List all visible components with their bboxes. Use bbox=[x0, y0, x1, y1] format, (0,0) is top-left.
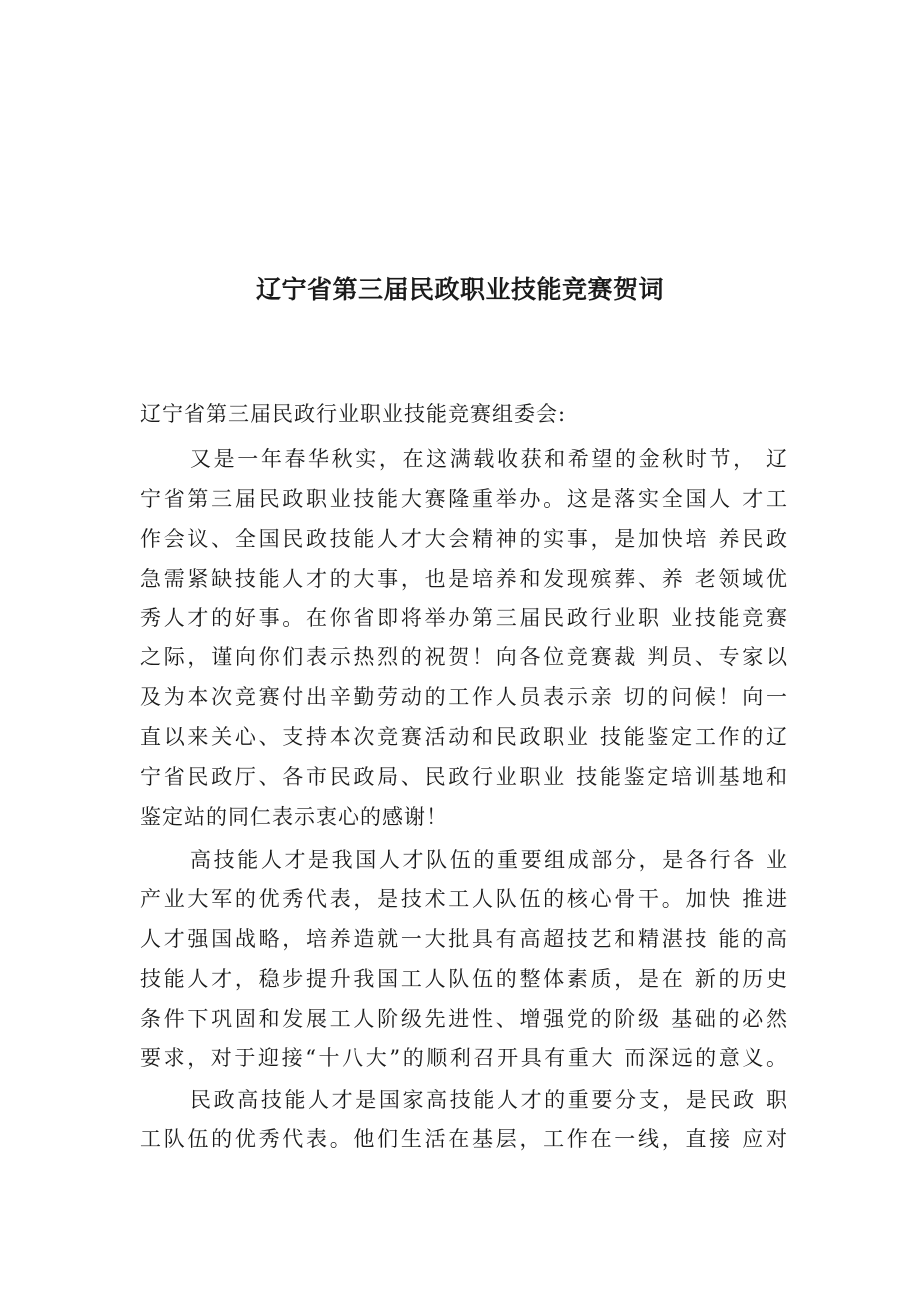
paragraph-1-line-6: 之际，谨向你们表示热烈的祝贺！向各位竞赛裁 判员、专家以 bbox=[140, 645, 788, 669]
salutation: 辽宁省第三届民政行业职业技能竞赛组委会: bbox=[140, 402, 567, 426]
paragraph-1-line-5: 秀人才的好事。在你省即将举办第三届民政行业职 业技能竞赛 bbox=[140, 606, 788, 630]
paragraph-1-line-9: 宁省民政厅、各市民政局、民政行业职业 技能鉴定培训基地和 bbox=[140, 765, 788, 789]
paragraph-1-line-4: 急需紧缺技能人才的大事，也是培养和发现殡葬、养 老领域优 bbox=[140, 567, 788, 591]
paragraph-2-line-5: 条件下巩固和发展工人阶级先进性、增强党的阶级 基础的必然 bbox=[140, 1007, 788, 1031]
paragraph-1-line-1: 又是一年春华秋实，在这满载收获和希望的金秋时节， 辽 bbox=[190, 447, 788, 471]
paragraph-3-line-1: 民政高技能人才是国家高技能人才的重要分支，是民政 职 bbox=[190, 1088, 788, 1112]
paragraph-1-line-7: 及为本次竞赛付出辛勤劳动的工作人员表示亲 切的问候！向一 bbox=[140, 685, 788, 709]
paragraph-1-line-10: 鉴定站的同仁表示衷心的感谢！ bbox=[140, 805, 448, 829]
paragraph-2-line-6: 要求，对于迎接“十八大”的顺利召开具有重大 而深远的意义。 bbox=[140, 1046, 788, 1070]
paragraph-2-line-3: 人才强国战略，培养造就一大批具有高超技艺和精湛技 能的高 bbox=[140, 927, 788, 951]
paragraph-1-line-3: 作会议、全国民政技能人才大会精神的实事，是加快培 养民政 bbox=[140, 527, 788, 551]
paragraph-1-line-8: 直以来关心、支持本次竞赛活动和民政职业 技能鉴定工作的辽 bbox=[140, 725, 788, 749]
paragraph-1-line-2: 宁省第三届民政职业技能大赛隆重举办。这是落实全国人 才工 bbox=[140, 487, 788, 511]
paragraph-2-line-2: 产业大军的优秀代表，是技术工人队伍的核心骨干。加快 推进 bbox=[140, 887, 788, 911]
document-title: 辽宁省第三届民政职业技能竞赛贺词 bbox=[255, 275, 664, 304]
paragraph-2-line-1: 高技能人才是我国人才队伍的重要组成部分，是各行各 业 bbox=[190, 848, 788, 872]
paragraph-3-line-2: 工队伍的优秀代表。他们生活在基层，工作在一线，直接 应对 bbox=[140, 1127, 788, 1151]
paragraph-2-line-4: 技能人才，稳步提升我国工人队伍的整体素质，是在 新的历史 bbox=[140, 967, 788, 991]
